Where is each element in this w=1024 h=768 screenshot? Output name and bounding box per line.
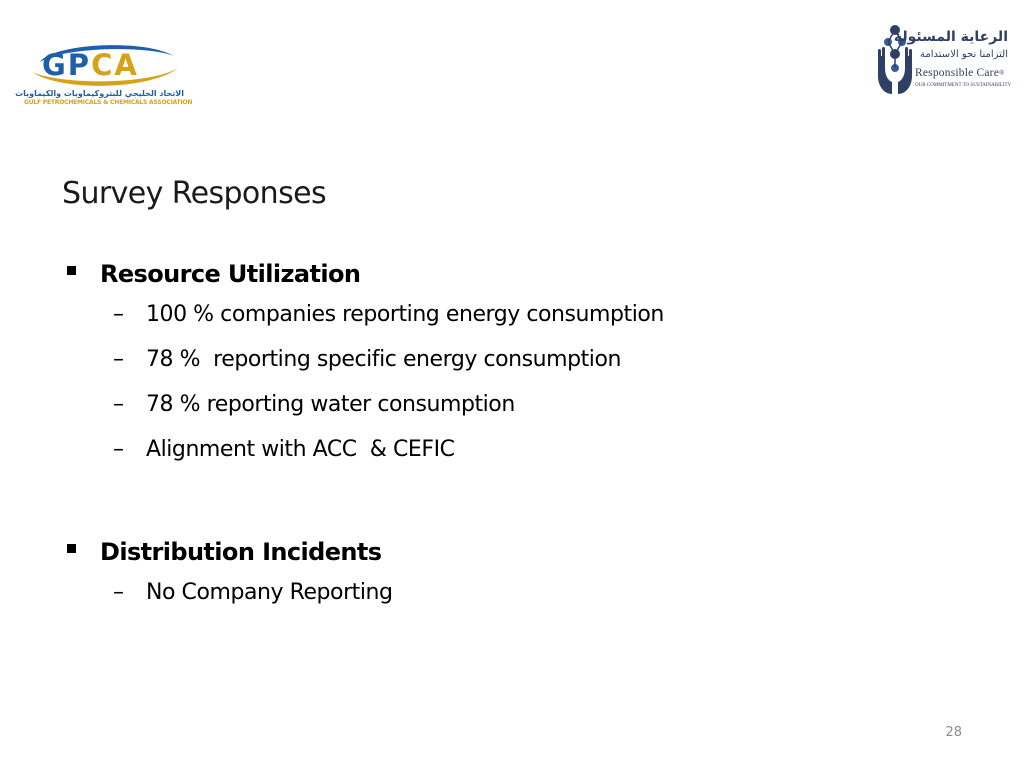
square-bullet-icon bbox=[67, 544, 76, 553]
gpca-english-name: GULF PETROCHEMICALS & CHEMICALS ASSOCIATION bbox=[24, 99, 193, 106]
gpca-wordmark-gp: GP bbox=[42, 48, 92, 82]
sub-bullet-text: Alignment with ACC & CEFIC bbox=[146, 437, 455, 462]
gpca-arabic-name: الاتحاد الخليجي للبتروكيماويات والكيماويات bbox=[15, 89, 184, 98]
dash-bullet-icon: – bbox=[113, 437, 124, 462]
bullet-heading-label: Distribution Incidents bbox=[100, 538, 382, 566]
sub-bullet-text: 78 % reporting water consumption bbox=[146, 392, 515, 417]
gpca-wordmark-ca: CA bbox=[91, 48, 139, 82]
sub-bullet-text: 100 % companies reporting energy consumption bbox=[146, 302, 664, 327]
dash-bullet-icon: – bbox=[113, 347, 124, 372]
slide-title: Survey Responses bbox=[62, 176, 327, 211]
square-bullet-icon bbox=[67, 266, 76, 275]
dash-bullet-icon: – bbox=[113, 302, 124, 327]
dash-bullet-icon: – bbox=[113, 392, 124, 417]
dash-bullet-icon: – bbox=[113, 580, 124, 605]
bullet-heading-label: Resource Utilization bbox=[100, 260, 361, 288]
responsible-care-arabic-subtitle: التزامنا نحو الاستدامة bbox=[920, 49, 1008, 60]
responsible-care-english-title bbox=[915, 66, 1005, 80]
registered-mark: ® bbox=[999, 69, 1005, 77]
gpca-wordmark bbox=[42, 50, 139, 80]
responsible-care-arabic-title: الرعاية المسئولة bbox=[893, 29, 1008, 45]
responsible-care-logo bbox=[876, 22, 1010, 98]
page-number: 28 bbox=[945, 725, 962, 740]
responsible-care-tagline: OUR COMMITMENT TO SUSTAINABILITY bbox=[915, 83, 1012, 88]
responsible-care-english-text: Responsible Care bbox=[915, 67, 1000, 79]
sub-bullet-text: No Company Reporting bbox=[146, 580, 393, 605]
sub-bullet-text: 78 % reporting specific energy consumption bbox=[146, 347, 621, 372]
gpca-logo bbox=[15, 40, 193, 110]
